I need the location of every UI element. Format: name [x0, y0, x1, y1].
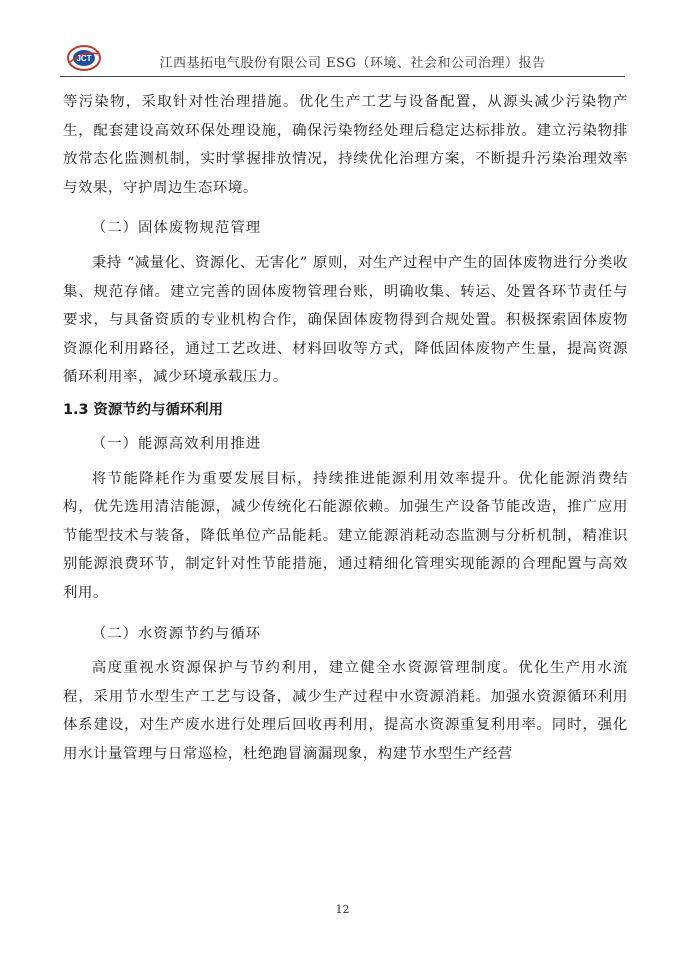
subheading-energy: （一）能源高效利用推进 — [91, 435, 262, 452]
page-header — [60, 40, 645, 74]
paragraph-water: 高度重视水资源保护与节约利用，建立健全水资源管理制度。优化生产用水流程，采用节水型生产工艺与设备，减少生产过程中水资源消耗。加强水资源循环利用体系建设，对生产废水进行处理后回收再利用，提高水资源重复利用率。同时，强化用水计量管理与日常巡检，杜绝跑冒滴漏现象，构建节水型生产经营 — [63, 660, 628, 762]
header-title: 江西基拓电气股份有限公司 ESG（环境、社会和公司治理）报告 — [159, 56, 546, 71]
subheading-solid-waste: （二）固体废物规范管理 — [91, 220, 262, 237]
logo-text: JCT — [76, 54, 92, 63]
paragraph-energy: 将节能降耗作为重要发展目标，持续推进能源利用效率提升。优化能源消费结构，优先选用清洁能源，减少传统化石能源依赖。加强生产设备节能改造，推广应用节能型技术与装备，降低单位产品能耗。建立能源消耗动态监测与分析机制，精准识别能源浪费环节，制定针对性节能措施，通过精细化管理实现能源的合理配置与高效利用。 — [63, 470, 628, 601]
document-body — [63, 88, 628, 768]
subheading-water: （二）水资源节约与循环 — [91, 625, 262, 642]
paragraph-solid-waste: 秉持 “减量化、资源化、无害化” 原则，对生产过程中产生的固体废物进行分类收集、规范存储。建立完善的固体废物管理台账，明确收集、转运、处置各环节责任与要求，与具备资质的专业机构合作，确保固体废物得到合规处置。积极探索固体废物资源化利用路径，通过工艺改进、材料回收等方式，降低固体废物产生量，提高资源循环利用率，减少环境承载压力。 — [63, 254, 628, 386]
section-heading-resource-saving: 1.3 资源节约与循环利用 — [63, 401, 224, 418]
header-divider — [60, 76, 625, 77]
page-number: 12 — [335, 903, 350, 916]
paragraph-pollution-control: 等污染物，采取针对性治理措施。优化生产工艺与设备配置，从源头减少污染物产生，配套建设高效环保处理设施，确保污染物经处理后稳定达标排放。建立污染物排放常态化监测机制，实时掌握排放情况，持续优化治理方案，不断提升污染治理效率与效果，守护周边生态环境。 — [63, 94, 628, 196]
